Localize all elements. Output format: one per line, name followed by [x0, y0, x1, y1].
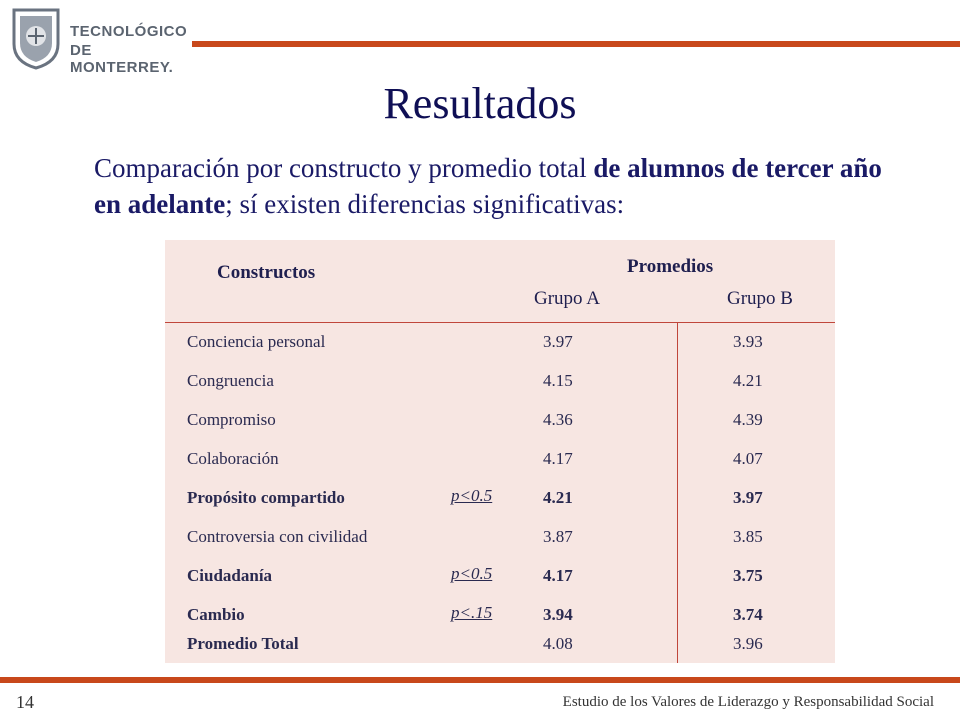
row-construct: Compromiso [187, 410, 276, 429]
row-construct: Colaboración [187, 449, 279, 468]
subtitle-part2-bold: de alumnos de tercer año en adelante [94, 153, 882, 219]
logo-line2: DE MONTERREY. [70, 42, 174, 76]
table-row [165, 400, 835, 439]
table-row [165, 517, 835, 556]
row-construct: Conciencia personal [187, 332, 326, 351]
row-construct: Congruencia [187, 371, 274, 390]
row-p-value: p<.15 [451, 603, 493, 622]
row-construct: Cambio [187, 605, 245, 624]
table-row [165, 322, 835, 361]
subtitle-part1: Comparación por constructo y promedio total [94, 153, 594, 183]
results-table [165, 240, 835, 663]
tec-seal-icon [8, 6, 64, 70]
top-divider [192, 41, 960, 47]
row-grupo-a: 3.97 [543, 332, 573, 351]
table-row-total [165, 624, 835, 663]
row-grupo-b: 4.07 [733, 449, 763, 468]
header-grupo-a: Grupo A [534, 288, 600, 309]
row-grupo-a: 4.21 [543, 488, 573, 507]
row-construct: Propósito compartido [187, 488, 345, 507]
logo-line1: TECNOLÓGICO [70, 23, 188, 40]
row-grupo-b: 3.97 [733, 488, 763, 507]
row-grupo-a: 4.17 [543, 566, 573, 585]
table-row [165, 556, 835, 595]
row-p-value: p<0.5 [451, 564, 493, 583]
bottom-divider [0, 677, 960, 683]
row-grupo-b: 3.85 [733, 527, 763, 546]
row-grupo-b: 4.39 [733, 410, 763, 429]
row-grupo-b: 3.93 [733, 332, 763, 351]
header-promedios: Promedios [627, 256, 714, 277]
row-grupo-b: 4.21 [733, 371, 763, 390]
row-grupo-a: 4.08 [543, 634, 573, 653]
page-number: 14 [16, 692, 34, 712]
footer-text: Estudio de los Valores de Liderazgo y Responsabilidad Social [562, 694, 934, 710]
row-grupo-a: 3.94 [543, 605, 573, 624]
header-grupo-b: Grupo B [727, 288, 793, 309]
table-row [165, 361, 835, 400]
subtitle-part3: ; sí existen diferencias significativas: [225, 189, 625, 219]
row-grupo-a: 4.36 [543, 410, 573, 429]
tec-logo [6, 6, 196, 76]
slide-title: Resultados [383, 79, 577, 128]
row-construct: Ciudadanía [187, 566, 273, 585]
table-row [165, 478, 835, 517]
row-grupo-a: 4.17 [543, 449, 573, 468]
row-construct: Controversia con civilidad [187, 527, 368, 546]
row-grupo-b: 3.75 [733, 566, 763, 585]
row-grupo-a: 3.87 [543, 527, 573, 546]
slide-subtitle [94, 150, 894, 222]
row-grupo-b: 3.96 [733, 634, 763, 653]
table-row [165, 439, 835, 478]
row-construct: Promedio Total [187, 634, 299, 653]
row-grupo-a: 4.15 [543, 371, 573, 390]
row-grupo-b: 3.74 [733, 605, 763, 624]
row-p-value: p<0.5 [451, 486, 493, 505]
header-constructos: Constructos [217, 262, 316, 283]
